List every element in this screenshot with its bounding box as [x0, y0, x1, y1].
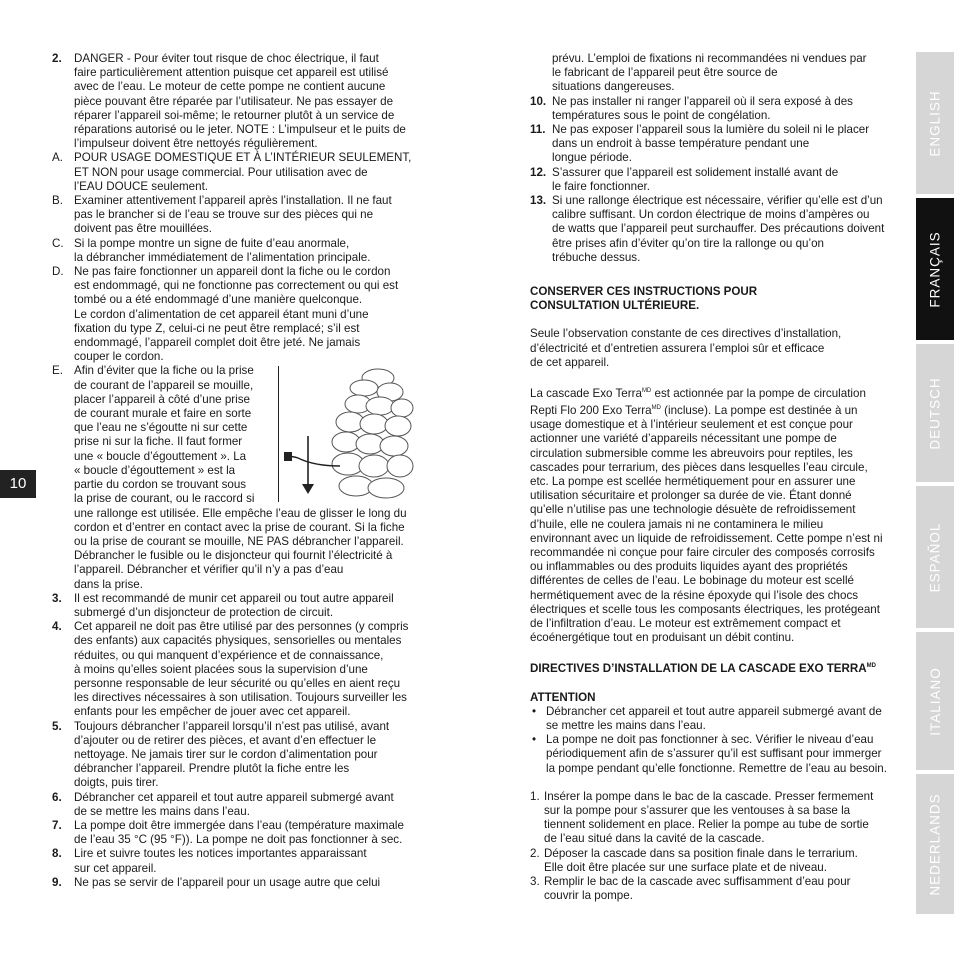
right-column	[530, 52, 900, 903]
list-item: 5. Toujours débrancher l’appareil lorsqu’il n’est pas utilisé, avant d’ajouter ou de retirer des pièces, et avant d’en effectuer le nettoyage. Ne jamais tirer sur le cordon d’alimentation pour débrancher l’appareil. Prendre plutôt la fiche entre les doigts, puis tirer.	[52, 719, 390, 790]
tab-espanol[interactable]: ESPAÑOL	[916, 486, 954, 628]
list-item: 2. DANGER - Pour éviter tout risque de choc électrique, il faut faire particulièrement attention puisque cet appareil est utilisé avec de l’eau. Le moteur de cette pompe ne contient aucune pièce pouvant être réparée par l’utilisateur. Ne pas essayer de réparer l’appareil soi-même; le retourner plutôt à un service de réparations autorisé ou le jeter. NOTE : L’impulseur et le puits de l’impulseur doivent être nettoyés régulièrement.	[52, 52, 406, 151]
attention-heading: ATTENTION	[530, 690, 596, 704]
list-item: A. POUR USAGE DOMESTIQUE ET À L’INTÉRIEUR SEULEMENT, ET NON pour usage commercial. Pour utilisation avec de l’EAU DOUCE seulement.	[52, 151, 412, 193]
list-item: D. Ne pas faire fonctionner un appareil dont la fiche ou le cordon est endommagé, qui ne fonctionne pas correctement ou qui est tombé ou a été endommagé d’une manière quelconque. Le cordon d’alimentation de cet appareil étant muni d’une fixation du type Z, celui-ci ne peut être remplacé; s’il est endommagé, l’appareil complet doit être jeté. Ne jamais couper le cordon.	[52, 265, 399, 364]
list-item: 12. S’assurer que l’appareil est solidement installé avant de le faire fonctionner.	[530, 165, 839, 193]
paragraph: La cascade Exo Terra$^{MD}$ est actionnée par la pompe de circulation Repti Flo 200 Exo Terra$^{MD}$ (incluse). La pompe est destinée à un usage domestique et à l’intérieur seulement et est conçue pour actionner une variété d’appareils nécessitant une pompe de circulation submersible comme les abreuvoirs pour reptiles, les cascades pour terrarium, des pièces dans lesquelles l’eau circule, etc. La pompe est scellée hermétiquement pour en assurer une utilisation sécuritaire et prolonger sa durée de vie. Étant donné qu’elle n’utilise pas une technologie désuète de refroidissement d’huile, elle ne coulera jamais ni ne contaminera le milieu environnant avec un liquide de refroidissement. Cette pompe n’est ni recommandée ni conçue pour faire circuler des composés corrosifs ou inflammables ou des produits liquides ayant des propriétés différentes de celles de l’eau. Le bobinage du moteur est scellé hermétiquement avec de la résine époxyde qui l’isole des chocs électriques et scelle tous les composants électriques, les protégeant de l’infiltration d’eau. Le moteur est extrêmement compact et écoénergétique tout en produisant un débit continu.	[530, 386, 883, 645]
list-item: 3. Il est recommandé de munir cet appareil ou tout autre appareil submergé d’un disjoncteur de protection de circuit.	[52, 591, 394, 619]
list-item: 8. Lire et suivre toutes les notices importantes apparaissant sur cet appareil.	[52, 847, 367, 875]
bullet-item: • Débrancher cet appareil et tout autre appareil submergé avant de se mettre les mains dans l’eau.	[532, 704, 882, 732]
page-number: 10	[0, 470, 36, 498]
section-heading: DIRECTIVES D’INSTALLATION DE LA CASCADE EXO $TERRA^{MD}$	[530, 662, 877, 676]
list-item: 7. La pompe doit être immergée dans l’eau (température maximale de l’eau 35 °C (95 °F)). La pompe ne doit pas fonctionner à sec.	[52, 818, 404, 847]
list-item: 6. Débrancher cet appareil et tout autre appareil submergé avant de se mettre les mains dans l’eau.	[52, 790, 394, 818]
tab-italiano[interactable]: ITALIANO	[916, 632, 954, 770]
tab-nederlands[interactable]: NEDERLANDS	[916, 774, 954, 914]
drip-loop-illustration	[278, 366, 418, 502]
bullet-item: • La pompe ne doit pas fonctionner à sec. Vérifier le niveau d’eau périodiquement afin de s’assurer qu’il est suffisant pour immerger la pompe pendant qu’elle fonctionne. Remettre de l’eau au besoin.	[532, 733, 887, 775]
list-item: 11. Ne pas exposer l’appareil sous la lumière du soleil ni le placer dans un endroit à basse température pendant une longue période.	[530, 123, 870, 165]
paragraph: Seule l’observation constante de ces directives d’installation, d’électricité et d’entretien assurera l’emploi sûr et efficace de cet appareil.	[530, 327, 842, 369]
step-item: 1. Insérer la pompe dans le bac de la cascade. Presser fermement sur la pompe pour s’assurer que les ventouses à sa base la tiennent solidement en place. Relier la pompe au tube de sortie de l’eau situé dans la cavité de la cascade.	[530, 789, 874, 846]
list-item: 9. Ne pas se servir de l’appareil pour un usage autre que celui	[52, 875, 381, 889]
step-item: 3. Remplir le bac de la cascade avec suffisamment d’eau pour couvrir la pompe.	[530, 874, 851, 903]
list-item: 10. Ne pas installer ni ranger l’appareil où il sera exposé à des températures sous le point de congélation.	[530, 94, 853, 122]
list-item: E. Afin d’éviter que la fiche ou la prise de courant de l’appareil se mouille, placer l’appareil à côté d’une prise de courant murale et faire en sorte que l’eau ne s’égoutte ni sur cette prise ni sur la fiche. Il faut former une « boucle d’égouttement ». La « boucle d’égouttement » est la partie du cordon se trouvant sous la prise de courant, ou le raccord si une rallonge est utilisée. Elle empêche l’eau de glisser le long du cordon et d’entrer en contact avec la prise de courant. Si la fiche ou la prise de courant se mouille, NE PAS débrancher l’appareil. Débrancher le fusible ou le disjoncteur qui fournit l’électricité à l’appareil. Débrancher et vérifier qu’il n’y a pas d’eau dans la prise.	[52, 364, 407, 591]
list-item: 4. Cet appareil ne doit pas être utilisé par des personnes (y compris des enfants) aux capacités physiques, sensorielles ou mentales réduites, ou qui manquent d’expérience et de connaissance, à moins qu’elles soient placées sous la supervision d’une personne responsable de leur sécurité ou qu’elles en aient reçu les directives nécessaires à son utilisation. Toujours surveiller les enfants pour les empêcher de jouer avec cet appareil.	[52, 620, 409, 719]
tab-francais[interactable]: FRANÇAIS	[916, 198, 954, 340]
step-item: 2. Déposer la cascade dans sa position finale dans le terrarium. Elle doit être placée sur une surface plate et de niveau.	[530, 846, 858, 874]
list-item: B. Examiner attentivement l’appareil après l’installation. Il ne faut pas le brancher si de l’eau se trouve sur des pièces qui ne doivent pas être mouillées.	[52, 194, 392, 236]
list-item: C. Si la pompe montre un signe de fuite d’eau anormale, la débrancher immédiatement de l’alimentation principale.	[52, 236, 371, 264]
tab-english[interactable]: ENGLISH	[916, 52, 954, 194]
section-heading: CONSERVER CES INSTRUCTIONS POUR CONSULTATION ULTÉRIEURE.	[530, 285, 758, 313]
list-item: 13. Si une rallonge électrique est nécessaire, vérifier qu’elle est d’un calibre suffisant. Un cordon électrique de moins d’ampères ou de watts que l’appareil peut surchauffer. Des précautions doivent être prises afin d’éviter qu’on tire la rallonge ou qu’on trébuche dessus.	[530, 194, 885, 264]
tab-deutsch[interactable]: DEUTSCH	[916, 344, 954, 482]
list-item: prévu. L’emploi de fixations ni recommandées ni vendues par le fabricant de l’appareil peut être source de situations dangereuses.	[552, 52, 867, 94]
